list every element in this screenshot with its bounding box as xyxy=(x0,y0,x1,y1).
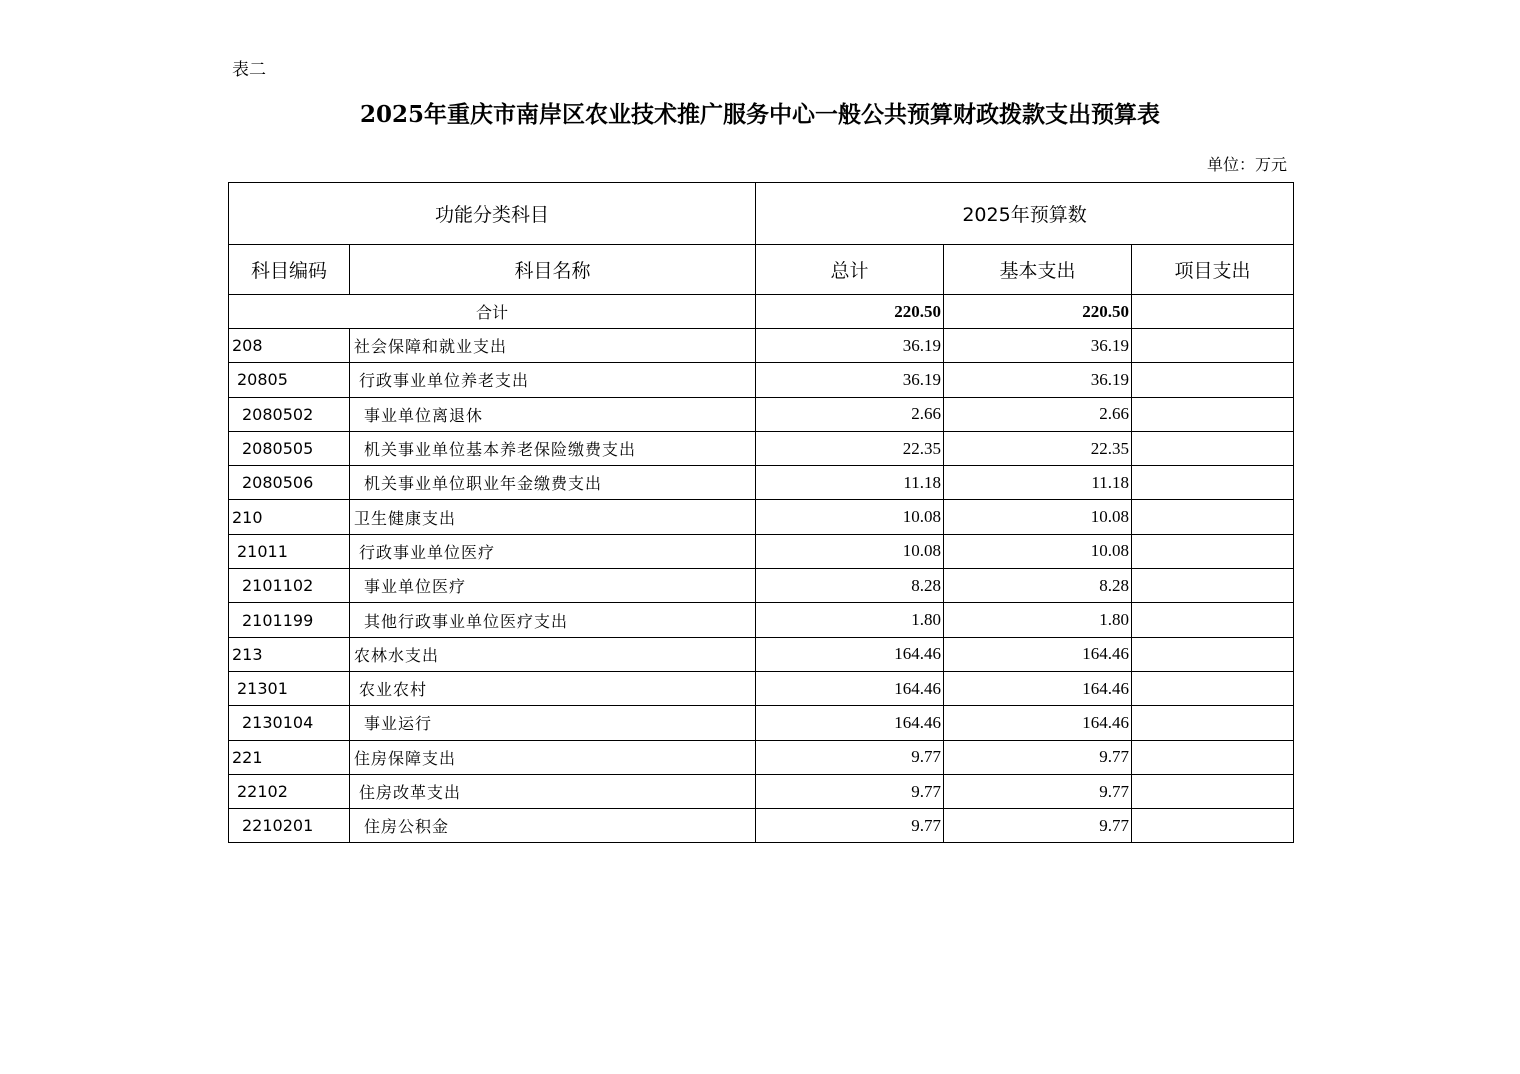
row-project xyxy=(1132,809,1294,843)
table-row xyxy=(229,363,1294,397)
row-total: 2.66 xyxy=(756,397,944,431)
row-total: 9.77 xyxy=(756,740,944,774)
row-project xyxy=(1132,740,1294,774)
row-basic: 11.18 xyxy=(944,466,1132,500)
row-name: 住房公积金 xyxy=(350,809,756,843)
row-basic: 164.46 xyxy=(944,706,1132,740)
row-basic: 164.46 xyxy=(944,637,1132,671)
row-name: 行政事业单位养老支出 xyxy=(350,363,756,397)
row-total: 36.19 xyxy=(756,363,944,397)
header-basic: 基本支出 xyxy=(944,245,1132,295)
row-name: 机关事业单位职业年金缴费支出 xyxy=(350,466,756,500)
total-project xyxy=(1132,295,1294,329)
header-budget-year: 2025年预算数 xyxy=(756,183,1294,245)
row-name: 其他行政事业单位医疗支出 xyxy=(350,603,756,637)
row-project xyxy=(1132,363,1294,397)
row-total: 1.80 xyxy=(756,603,944,637)
row-total: 9.77 xyxy=(756,774,944,808)
table-row xyxy=(229,500,1294,534)
row-project xyxy=(1132,603,1294,637)
row-code: 2080502 xyxy=(229,397,350,431)
row-name: 农林水支出 xyxy=(350,637,756,671)
total-total: 220.50 xyxy=(756,295,944,329)
row-name: 事业单位离退休 xyxy=(350,397,756,431)
row-code: 2080505 xyxy=(229,431,350,465)
row-name: 机关事业单位基本养老保险缴费支出 xyxy=(350,431,756,465)
row-code: 2101199 xyxy=(229,603,350,637)
total-row xyxy=(229,295,1294,329)
table-row xyxy=(229,671,1294,705)
row-code: 213 xyxy=(229,637,350,671)
row-total: 164.46 xyxy=(756,706,944,740)
header-total: 总计 xyxy=(756,245,944,295)
header-code: 科目编码 xyxy=(229,245,350,295)
row-total: 164.46 xyxy=(756,671,944,705)
row-code: 20805 xyxy=(229,363,350,397)
row-basic: 9.77 xyxy=(944,774,1132,808)
row-code: 2210201 xyxy=(229,809,350,843)
row-total: 8.28 xyxy=(756,569,944,603)
table-row xyxy=(229,740,1294,774)
row-basic: 10.08 xyxy=(944,534,1132,568)
row-project xyxy=(1132,569,1294,603)
row-total: 10.08 xyxy=(756,534,944,568)
header-project: 项目支出 xyxy=(1132,245,1294,295)
table-row xyxy=(229,534,1294,568)
row-code: 2101102 xyxy=(229,569,350,603)
row-code: 221 xyxy=(229,740,350,774)
table-row xyxy=(229,603,1294,637)
row-code: 22102 xyxy=(229,774,350,808)
document-title: 2025年重庆市南岸区农业技术推广服务中心一般公共预算财政拨款支出预算表 xyxy=(359,101,1160,128)
table-row xyxy=(229,431,1294,465)
row-name: 卫生健康支出 xyxy=(350,500,756,534)
row-name: 社会保障和就业支出 xyxy=(350,329,756,363)
header-functional-category: 功能分类科目 xyxy=(229,183,756,245)
row-code: 208 xyxy=(229,329,350,363)
unit-label: 单位：万元 xyxy=(1206,155,1287,174)
row-code: 21011 xyxy=(229,534,350,568)
total-basic: 220.50 xyxy=(944,295,1132,329)
row-basic: 36.19 xyxy=(944,329,1132,363)
row-basic: 164.46 xyxy=(944,671,1132,705)
row-total: 10.08 xyxy=(756,500,944,534)
row-name: 事业单位医疗 xyxy=(350,569,756,603)
row-name: 住房保障支出 xyxy=(350,740,756,774)
header-name: 科目名称 xyxy=(350,245,756,295)
table-row xyxy=(229,637,1294,671)
table-label: 表二 xyxy=(232,60,266,80)
row-project xyxy=(1132,774,1294,808)
row-project xyxy=(1132,466,1294,500)
row-code: 210 xyxy=(229,500,350,534)
row-project xyxy=(1132,500,1294,534)
table-row xyxy=(229,397,1294,431)
row-basic: 22.35 xyxy=(944,431,1132,465)
row-code: 21301 xyxy=(229,671,350,705)
row-basic: 36.19 xyxy=(944,363,1132,397)
table-row xyxy=(229,569,1294,603)
row-name: 行政事业单位医疗 xyxy=(350,534,756,568)
row-total: 36.19 xyxy=(756,329,944,363)
row-name: 住房改革支出 xyxy=(350,774,756,808)
header-row-2 xyxy=(229,245,1294,295)
row-code: 2080506 xyxy=(229,466,350,500)
table-row xyxy=(229,466,1294,500)
row-basic: 9.77 xyxy=(944,740,1132,774)
table-row xyxy=(229,706,1294,740)
row-basic: 9.77 xyxy=(944,809,1132,843)
row-total: 22.35 xyxy=(756,431,944,465)
table-row xyxy=(229,329,1294,363)
row-basic: 2.66 xyxy=(944,397,1132,431)
row-project xyxy=(1132,637,1294,671)
row-basic: 8.28 xyxy=(944,569,1132,603)
budget-table xyxy=(228,182,1294,843)
row-project xyxy=(1132,671,1294,705)
table-row xyxy=(229,809,1294,843)
row-name: 农业农村 xyxy=(350,671,756,705)
row-project xyxy=(1132,329,1294,363)
row-total: 9.77 xyxy=(756,809,944,843)
row-project xyxy=(1132,397,1294,431)
row-total: 11.18 xyxy=(756,466,944,500)
total-label: 合计 xyxy=(229,295,756,329)
row-project xyxy=(1132,706,1294,740)
row-project xyxy=(1132,534,1294,568)
header-row-1 xyxy=(229,183,1294,245)
row-code: 2130104 xyxy=(229,706,350,740)
row-project xyxy=(1132,431,1294,465)
row-total: 164.46 xyxy=(756,637,944,671)
row-name: 事业运行 xyxy=(350,706,756,740)
row-basic: 10.08 xyxy=(944,500,1132,534)
table-row xyxy=(229,774,1294,808)
row-basic: 1.80 xyxy=(944,603,1132,637)
